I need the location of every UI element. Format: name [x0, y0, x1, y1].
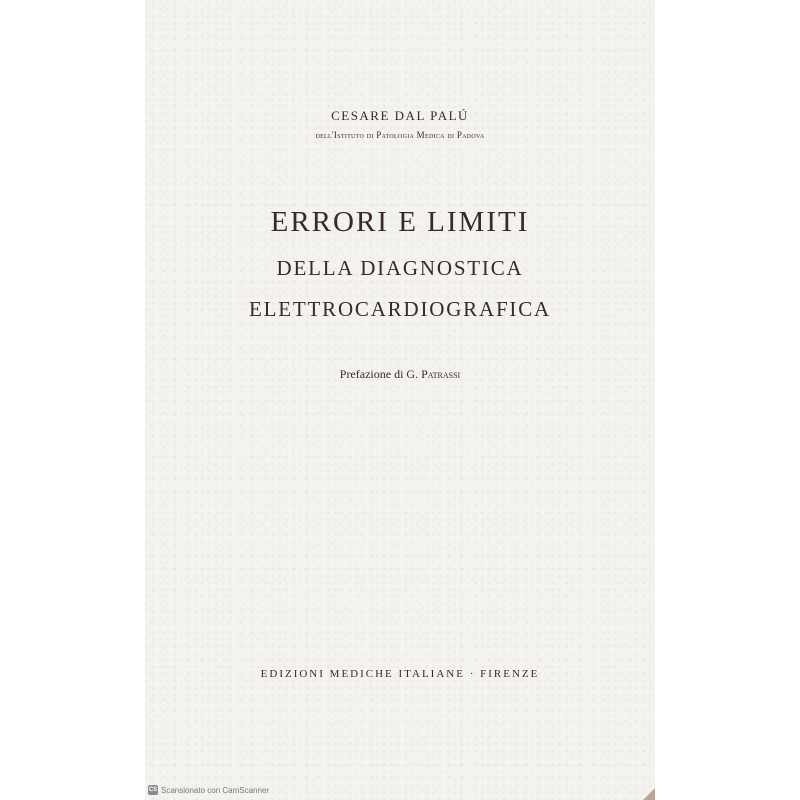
- title-line-1: ERRORI E LIMITI: [270, 206, 530, 238]
- page-corner: [643, 788, 655, 800]
- author-name: CESARE DAL PALÚ: [331, 108, 469, 123]
- title-line-3: ELETTROCARDIOGRAFICA: [249, 297, 551, 321]
- preface-author: Patrassi: [421, 367, 461, 381]
- publisher-line: EDIZIONI MEDICHE ITALIANE · FIRENZE: [260, 668, 540, 680]
- preface-credit: [0, 367, 800, 382]
- scanner-watermark: [148, 784, 269, 796]
- author-institute: dell'Istituto di Patologia Medica di Padova: [315, 130, 485, 140]
- watermark-text: Scansionato con CamScanner: [161, 785, 270, 795]
- title-line-2: DELLA DIAGNOSTICA: [276, 256, 524, 280]
- preface-prefix: Prefazione di G.: [339, 367, 422, 381]
- camscanner-logo-icon: CS: [148, 787, 158, 793]
